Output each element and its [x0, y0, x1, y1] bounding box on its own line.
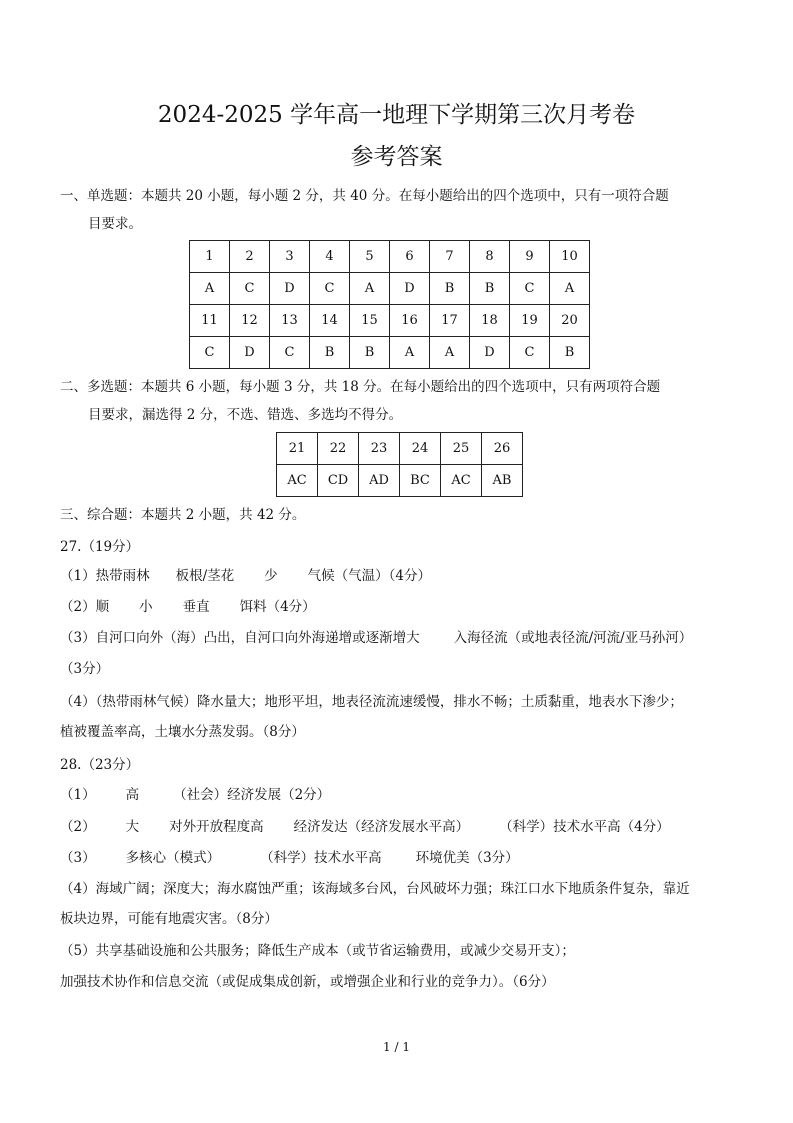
q28-part1-a: 高	[125, 787, 140, 803]
q27-part1-b: 板根/茎花	[175, 568, 235, 584]
question-number-cell: 24	[400, 433, 441, 465]
answer-cell: C	[310, 273, 350, 305]
q28-part1	[60, 785, 330, 805]
page-title: 2024-2025 学年高一地理下学期第三次月考卷	[157, 102, 636, 128]
q27-part2-d: 饵料（4分）	[239, 599, 316, 615]
q28-part1-num: （1）	[60, 787, 96, 803]
question-number-cell: 9	[510, 241, 550, 273]
q27-part1	[60, 566, 431, 586]
multi-choice-answer-table	[276, 432, 523, 497]
answer-cell: D	[270, 273, 310, 305]
q27-part4-line1: （4）（热带雨林气候）降水量大；地形平坦，地表径流流速缓慢，排水不畅；土质黏重，地表水下渗少；	[60, 694, 683, 710]
answer-cell: AB	[482, 465, 523, 497]
question-number-cell: 18	[470, 305, 510, 337]
q28-heading: 28.（23分）	[60, 757, 140, 773]
q27-part2	[60, 597, 316, 617]
q28-part3	[60, 848, 519, 868]
question-number-cell: 23	[359, 433, 400, 465]
q28-part2-b: 对外开放程度高	[169, 819, 264, 835]
q27-part2-num: （2）	[60, 599, 96, 615]
answer-cell: D	[470, 337, 510, 369]
answer-cell: AC	[441, 465, 482, 497]
question-number-cell: 10	[550, 241, 590, 273]
question-number-cell: 16	[390, 305, 430, 337]
q28-part3-c: 环境优美（3分）	[415, 850, 519, 866]
answer-cell: BC	[400, 465, 441, 497]
q27-part2-c: 垂直	[182, 599, 210, 615]
answer-cell: B	[430, 273, 470, 305]
answer-cell: C	[190, 337, 230, 369]
answer-cell: D	[230, 337, 270, 369]
question-number-cell: 15	[350, 305, 390, 337]
q27-part1-num: （1）	[60, 568, 96, 584]
q28-part4-line1: （4）海域广阔；深度大；海水腐蚀严重；该海域多台风，台风破坏力强；珠江口水下地质条件复杂，靠近	[60, 881, 690, 897]
q28-part3-num: （3）	[60, 850, 96, 866]
answer-cell: A	[550, 273, 590, 305]
question-number-cell: 17	[430, 305, 470, 337]
answer-cell: C	[510, 337, 550, 369]
question-number-cell: 11	[190, 305, 230, 337]
page-subtitle: 参考答案	[350, 144, 443, 170]
question-number-cell: 8	[470, 241, 510, 273]
question-number-cell: 2	[230, 241, 270, 273]
question-number-cell: 6	[390, 241, 430, 273]
q28-part2-c: 经济发达（经济发展水平高）	[293, 819, 470, 835]
page-number: 1 / 1	[383, 1040, 410, 1054]
question-number-cell: 26	[482, 433, 523, 465]
answer-cell: A	[190, 273, 230, 305]
answer-cell: A	[390, 337, 430, 369]
answer-cell: AD	[359, 465, 400, 497]
q27-part2-b: 小	[139, 599, 153, 615]
question-number-cell: 7	[430, 241, 470, 273]
question-number-cell: 3	[270, 241, 310, 273]
q28-part2-d: （科学）技术水平高（4分）	[499, 819, 670, 835]
answer-cell: A	[430, 337, 470, 369]
question-number-cell: 19	[510, 305, 550, 337]
section1-intro: 一、单选题：本题共 20 小题，每小题 2 分，共 40 分。在每小题给出的四个选项中，只有一项符合题	[60, 188, 669, 204]
answer-cell: C	[510, 273, 550, 305]
question-number-cell: 21	[277, 433, 318, 465]
answer-cell: C	[230, 273, 270, 305]
q28-part2-num: （2）	[60, 819, 96, 835]
q27-part4-line2: 植被覆盖率高，土壤水分蒸发弱。（8分）	[60, 724, 305, 740]
answer-row	[190, 305, 590, 337]
answer-cell: B	[350, 337, 390, 369]
q27-part1-d: 气候（气温）（4分）	[307, 568, 431, 584]
q27-part3-score: （3分）	[60, 661, 110, 677]
q28-part3-a: 多核心（模式）	[125, 850, 221, 866]
question-number-cell: 4	[310, 241, 350, 273]
question-number-cell: 22	[318, 433, 359, 465]
q28-part5-line2: 加强技术协作和信息交流（或促成集成创新，或增强企业和行业的竞争力）。（6分）	[60, 974, 555, 990]
answer-cell: AC	[277, 465, 318, 497]
q28-part2-a: 大	[125, 819, 140, 835]
answer-row	[190, 273, 590, 305]
section2-intro: 二、多选题：本题共 6 小题，每小题 3 分，共 18 分。在每小题给出的四个选项中，只有两项符合题	[60, 379, 661, 395]
q27-part1-a: 热带雨林	[95, 568, 150, 584]
q28-part1-b: （社会）经济发展（2分）	[173, 787, 331, 803]
answer-cell: CD	[318, 465, 359, 497]
question-number-cell: 13	[270, 305, 310, 337]
question-number-cell: 20	[550, 305, 590, 337]
q27-part3	[60, 628, 692, 648]
section3-intro: 三、综合题：本题共 2 小题，共 42 分。	[60, 507, 306, 523]
answer-row	[277, 465, 523, 497]
section1-intro-cont: 目要求。	[88, 216, 142, 232]
q27-part1-c: 少	[264, 568, 278, 584]
q28-part4-line2: 板块边界，可能有地震灾害。（8分）	[60, 911, 278, 927]
answer-row	[190, 241, 590, 273]
answer-cell: B	[550, 337, 590, 369]
answer-cell: A	[350, 273, 390, 305]
question-number-cell: 1	[190, 241, 230, 273]
q28-part3-b: （科学）技术水平高	[260, 850, 382, 866]
answer-cell: B	[470, 273, 510, 305]
section2-intro-cont: 目要求，漏选得 2 分，不选、错选、多选均不得分。	[88, 407, 403, 423]
question-number-cell: 5	[350, 241, 390, 273]
answer-cell: C	[270, 337, 310, 369]
q27-part3-a: （3）自河口向外（海）凸出，自河口向外海递增或逐渐增大	[60, 630, 420, 646]
answer-row	[277, 433, 523, 465]
answer-cell: D	[390, 273, 430, 305]
answer-row	[190, 337, 590, 369]
question-number-cell: 25	[441, 433, 482, 465]
q27-part3-b: 入海径流（或地表径流/河流/亚马孙河）	[453, 630, 693, 646]
answer-cell: B	[310, 337, 350, 369]
question-number-cell: 14	[310, 305, 350, 337]
q27-heading: 27.（19分）	[60, 539, 140, 555]
question-number-cell: 12	[230, 305, 270, 337]
q28-part5-line1: （5）共享基础设施和公共服务；降低生产成本（或节省运输费用，或减少交易开支）；	[60, 943, 575, 959]
q28-part2	[60, 817, 670, 837]
q27-part2-a: 顺	[95, 599, 110, 615]
single-choice-answer-table	[189, 240, 590, 369]
